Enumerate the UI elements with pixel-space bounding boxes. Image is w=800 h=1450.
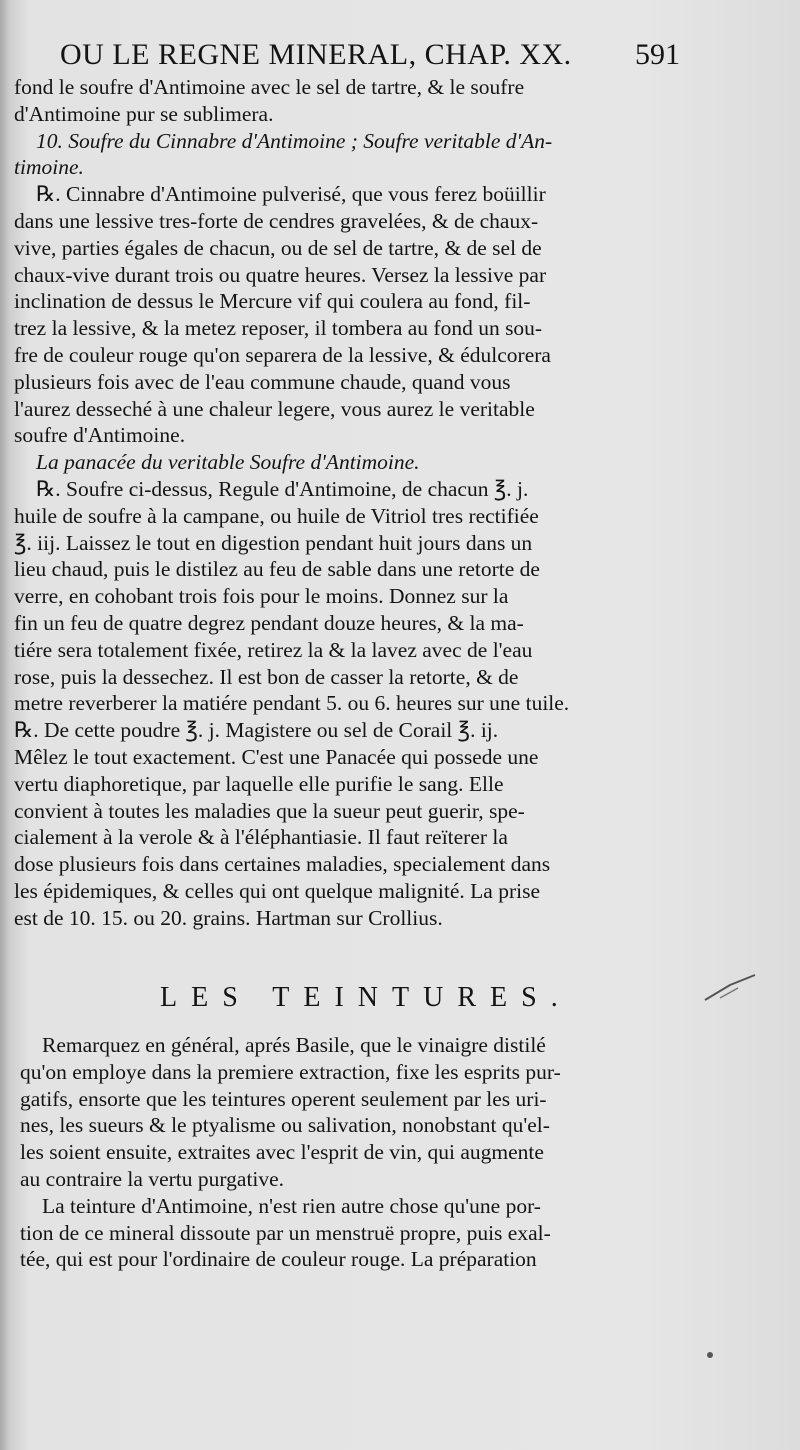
text-line: qu'on employe dans la premiere extraction, fixe les esprits pur- [20,1059,561,1084]
section-text [20,1032,680,1273]
text-line: les soient ensuite, extraites avec l'esprit de vin, qui augmente [20,1140,544,1165]
text-line: ℞. Soufre ci-dessus, Regule d'Antimoine, de chacun ℥. j. [36,476,529,501]
running-title: OU LE REGNE MINERAL, CHAP. XX. [60,38,572,71]
text-line: fin un feu de quatre degrez pendant douze heures, & la ma- [14,610,524,635]
text-line: dose plusieurs fois dans certaines maladies, specialement dans [14,852,551,877]
text-line: dans une lessive tres-forte de cendres gravelées, & de chaux- [14,208,539,233]
text-line: tiére sera totalement fixée, retirez la & la lavez avec de l'eau [14,637,533,662]
text-line: Remarquez en général, aprés Basile, que le vinaigre distilé [42,1033,546,1057]
text-line: inclination de dessus le Mercure vif qui coulera au fond, fil- [14,289,531,314]
ink-dot-icon [700,1345,720,1365]
text-line: gatifs, ensorte que les teintures operent seulement par les uri- [20,1086,547,1111]
text-line: Mêlez le tout exactement. C'est une Panacée qui possede une [14,744,539,769]
text-line: nes, les sueurs & le ptyalisme ou salivation, nonobstant qu'el- [20,1113,550,1138]
text-line: ℞. Cinnabre d'Antimoine pulverisé, que vous ferez boüillir [36,182,546,207]
text-line: est de 10. 15. ou 20. grains. Hartman sur Crollius. [14,905,443,930]
text-line: fre de couleur rouge qu'on separera de la lessive, & édulcorera [14,342,551,367]
text-line: fond le soufre d'Antimoine avec le sel de tartre, & le soufre [14,75,525,99]
text-line: tion de ce mineral dissoute par un menstruë propre, puis exal- [20,1220,551,1245]
text-line: metre reverberer la matiére pendant 5. ou 6. heures sur une tuile. [14,691,570,716]
text-line: vive, parties égales de chacun, ou de sel de tartre, & de sel de [14,235,542,260]
recipe-heading: La panacée du veritable Soufre d'Antimoine. [36,450,420,475]
section-heading: LES TEINTURES. [160,982,572,1013]
text-line: tée, qui est pour l'ordinaire de couleur rouge. La préparation [20,1247,537,1272]
text-line: ℥. iij. Laissez le tout en digestion pendant huit jours dans un [14,530,533,555]
text-line: l'aurez desseché à une chaleur legere, vous aurez le veritable [14,396,535,421]
text-line: huile de soufre à la campane, ou huile de Vitriol tres rectifiée [14,503,539,528]
recipe-heading: timoine. [14,155,84,180]
main-text [14,74,680,932]
recipe-heading: 10. Soufre du Cinnabre d'Antimoine ; Soufre veritable d'An- [36,128,553,153]
text-line: cialement à la verole & à l'éléphantiasie. Il faut reïterer la [14,825,508,850]
text-line: trez la lessive, & la metez reposer, il tombera au fond un sou- [14,316,543,341]
text-line: ℞. De cette poudre ℥. j. Magistere ou sel de Corail ℥. ij. [14,718,499,743]
text-line: verre, en cohobant trois fois pour le moins. Donnez sur la [14,584,509,609]
text-line: vertu diaphoretique, par laquelle elle purifie le sang. Elle [14,771,504,796]
page-number: 591 [635,38,680,71]
text-line: La teinture d'Antimoine, n'est rien autre chose qu'une por- [42,1193,541,1218]
text-line: d'Antimoine pur se sublimera. [14,101,274,126]
text-line: soufre d'Antimoine. [14,423,186,448]
text-line: rose, puis la dessechez. Il est bon de casser la retorte, & de [14,664,519,689]
text-line: lieu chaud, puis le distilez au feu de sable dans une retorte de [14,557,540,582]
text-line: plusieurs fois avec de l'eau commune chaude, quand vous [14,369,511,394]
text-line: convient à toutes les maladies que la sueur peut guerir, spe- [14,798,525,823]
ink-smudge-icon [700,970,760,1010]
text-line: les épidemiques, & celles qui ont quelque malignité. La prise [14,878,541,903]
text-line: au contraire la vertu purgative. [20,1166,285,1191]
text-line: chaux-vive durant trois ou quatre heures. Versez la lessive par [14,262,547,287]
